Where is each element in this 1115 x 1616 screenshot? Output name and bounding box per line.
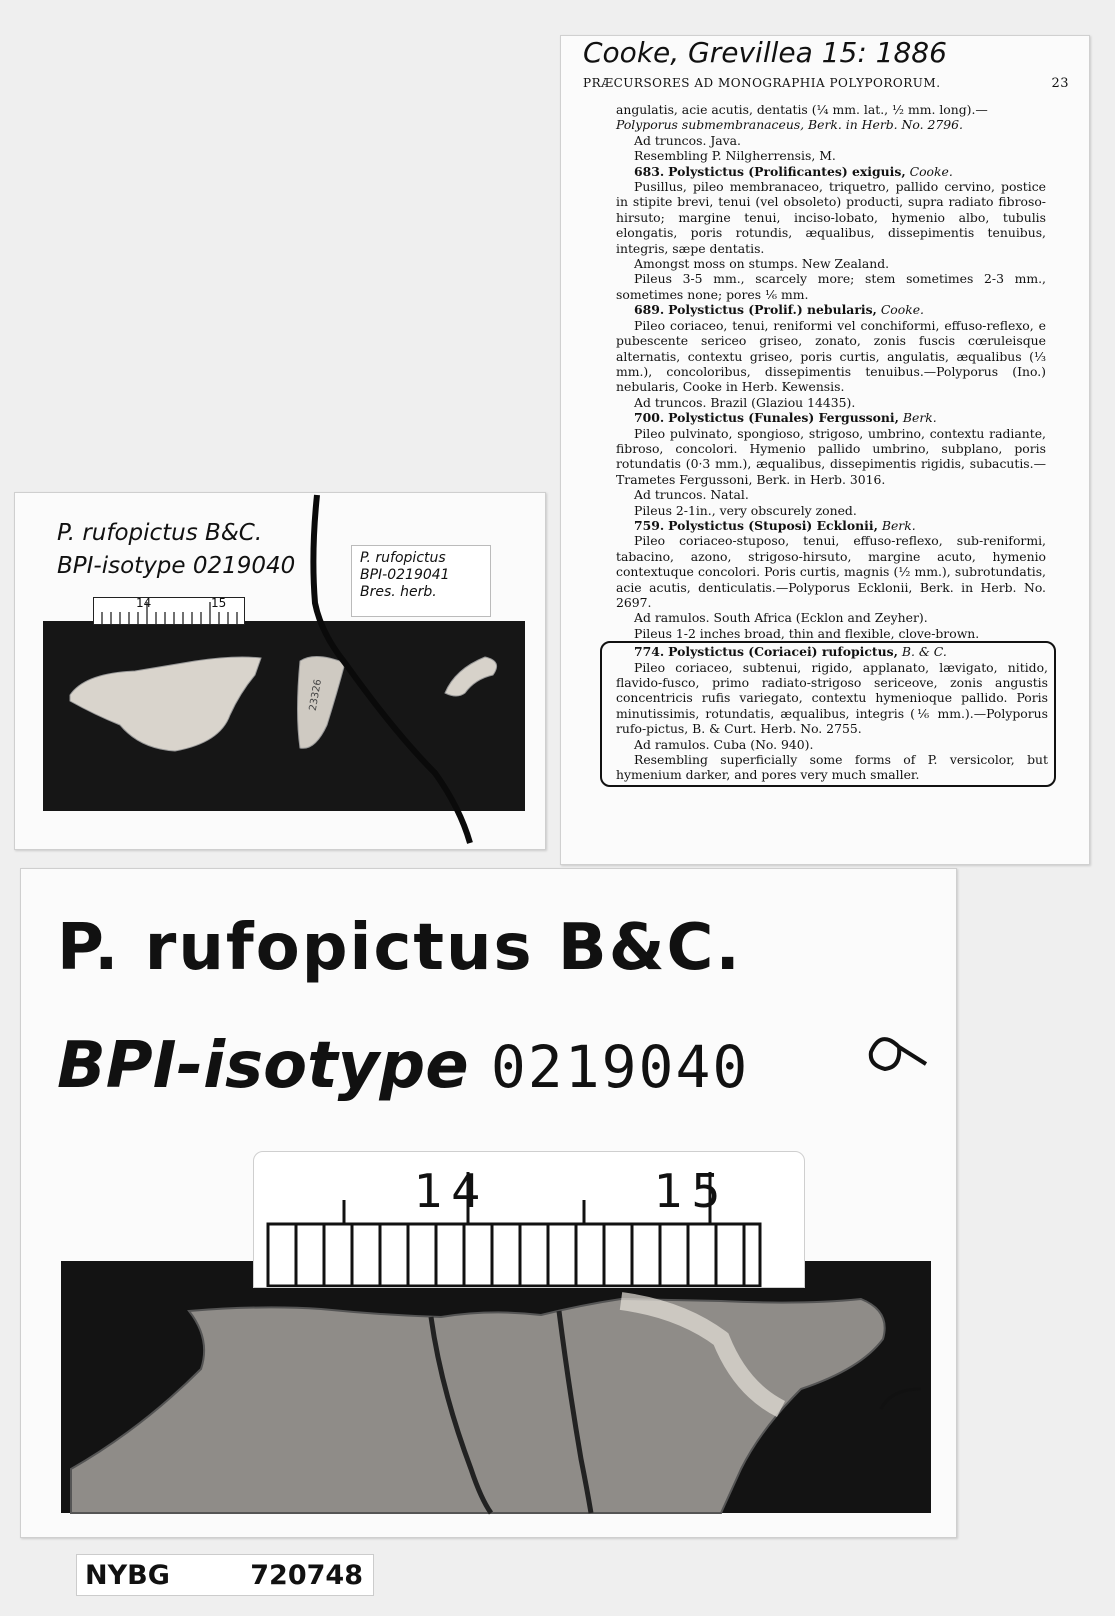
carryover-line: Polyporus submembranaceus, Berk. in Herb. No. 2796. — [616, 117, 963, 133]
entry-note: Ad ramulos. Cuba (No. 940). — [634, 736, 814, 752]
carryover-line: Ad truncos. Java. — [634, 132, 741, 148]
running-head-title: PRÆCURSORES AD MONOGRAPHIA POLYPORORUM. — [583, 76, 941, 90]
entry-author: Cooke. — [880, 302, 924, 318]
entry-689 — [616, 302, 1046, 410]
small-fragment-number: 23326 — [307, 678, 325, 712]
small-ruler-tick-14: 14 — [136, 596, 152, 610]
entry-author: Cooke. — [909, 163, 953, 179]
entry-name: Polystictus (Prolif.) nebularis, — [668, 302, 877, 318]
barcode-label — [76, 1554, 374, 1596]
carryover-line: Resembling P. Nilgherrensis, M. — [634, 148, 836, 164]
entry-name: Polystictus (Prolificantes) exiguis, — [668, 163, 906, 179]
entry-note: Ad truncos. Natal. — [634, 487, 749, 503]
small-ruler-tick-15: 15 — [211, 596, 227, 610]
duplicate-label-line1: P. rufopictus — [360, 550, 446, 566]
entry-description: Pileo coriaceo-stuposo, tenui, effuso-reflexo, sub-reniformi, tabacino, azono, strigoso-hirsuto, margine acuto, hymenio contextuque concolori. Poris curtis, magnis (½ mm.), subrotundatis, acie acutis, denticulatis.—Polyporus Ecklonii, Berk. in Herb. No. 2697. — [616, 533, 1046, 610]
entry-note: Ad truncos. Brazil (Glaziou 14435). — [634, 394, 856, 410]
entry-759 — [616, 518, 1046, 641]
entry-description: Pileo pulvinato, spongioso, strigoso, umbrino, contextu radiante, fibroso, concolori. Hymenio pallido umbrino, subplano, poris rotundatis (0·3 mm.), æqualibus, dissepimentis rigidis, subacutis.—Trametes Fergussoni, Berk. in Herb. 3016. — [616, 425, 1046, 487]
entry-number: 683. — [634, 163, 665, 179]
entry-author: Berk. — [902, 410, 937, 426]
entry-name: Polystictus (Coriacei) rufopictus, — [668, 644, 898, 660]
large-label-line1: P. rufopictus B&C. — [57, 911, 742, 985]
entry-683 — [616, 164, 1046, 303]
running-head — [583, 76, 1069, 90]
large-specimen-photo — [20, 868, 957, 1538]
entry-note: Resembling superficially some forms of P. versicolor, but hymenium darker, and pores very much smaller. — [616, 752, 1048, 783]
small-specimen-photo — [14, 492, 546, 850]
entry-name: Polystictus (Stuposi) Ecklonii, — [668, 517, 878, 533]
carryover-line: angulatis, acie acutis, dentatis (¼ mm. lat., ½ mm. long).— — [616, 102, 988, 117]
entry-description: Pileo coriaceo, subtenui, rigido, applanato, lævigato, nitido, flavido-fusco, primo radiato-strigoso sericeove, zonis angustis concentricis rufis variegato, contextu hymenioque pallido. Poris minutissimis, rotundatis, æqualibus, integris (⅙ mm.).—Polyporus rufo-pictus, B. & Curt. Herb. No. 2755. — [616, 659, 1048, 737]
entry-note: Pileus 3-5 mm., scarcely more; stem sometimes 2-3 mm., sometimes none; pores ⅙ mm. — [616, 271, 1046, 302]
small-specimen-fragments — [15, 493, 545, 849]
large-label-prefix: BPI-isotype — [57, 1029, 469, 1103]
literature-clipping — [560, 35, 1090, 865]
entry-note: Pileus 1-2 inches broad, thin and flexible, clove-brown. — [634, 625, 980, 641]
entry-number: 689. — [634, 302, 665, 318]
entry-774-highlighted — [600, 641, 1056, 787]
entry-number: 774. — [634, 644, 665, 660]
entry-description: Pileo coriaceo, tenui, reniformi vel conchiformi, effuso-reflexo, e pubescente sericeo griseo, zonato, zonis fuscis cœruleisque alternatis, contextu griseo, poris curtis, angulatis, æqualibus (⅓ mm.), concoloribus, dissepimentis tenuibus.—Polyporus (Ino.) nebularis, Cooke in Herb. Kewensis. — [616, 317, 1046, 395]
entry-name: Polystictus (Funales) Fergussoni, — [668, 410, 899, 426]
small-label-line1: P. rufopictus B&C. — [57, 520, 263, 546]
entry-author: B. & C. — [901, 644, 947, 660]
entry-note: Amongst moss on stumps. New Zealand. — [634, 256, 890, 272]
large-ruler-tick-15: 15 — [654, 1164, 729, 1218]
entry-note: Ad ramulos. South Africa (Ecklon and Zeyher). — [634, 610, 928, 626]
entry-author: Berk. — [881, 517, 916, 533]
large-specimen-fragment — [21, 869, 956, 1537]
duplicate-label-line3: Bres. herb. — [360, 584, 437, 600]
entry-700 — [616, 410, 1046, 518]
institution-code: NYBG — [85, 1559, 170, 1591]
page-number: 23 — [1051, 76, 1069, 91]
entry-description: Pusillus, pileo membranaceo, triquetro, pallido cervino, postice in stipite brevi, tenui (vel obsoleto) producti, supra radiato fibroso-hirsuto; margine tenui, inciso-lobato, hymenio albo, tubulis elongatis, poris rotundis, æqualibus, dissepimentis tenuibus, integris, sæpe dentatis. — [616, 179, 1046, 256]
entry-number: 700. — [634, 410, 665, 426]
duplicate-label-line2: BPI-0219041 — [360, 567, 450, 583]
entry-note: Pileus 2-1in., very obscurely zoned. — [634, 502, 857, 518]
accession-number: 720748 — [250, 1559, 363, 1591]
large-ruler-tick-14: 14 — [414, 1164, 489, 1218]
handwritten-citation: Cooke, Grevillea 15: 1886 — [583, 36, 947, 69]
clipping-body — [616, 102, 1046, 787]
large-label-number: 0219040 — [490, 1033, 750, 1101]
small-label-line2: BPI-isotype 0219040 — [57, 553, 296, 579]
entry-number: 759. — [634, 517, 665, 533]
